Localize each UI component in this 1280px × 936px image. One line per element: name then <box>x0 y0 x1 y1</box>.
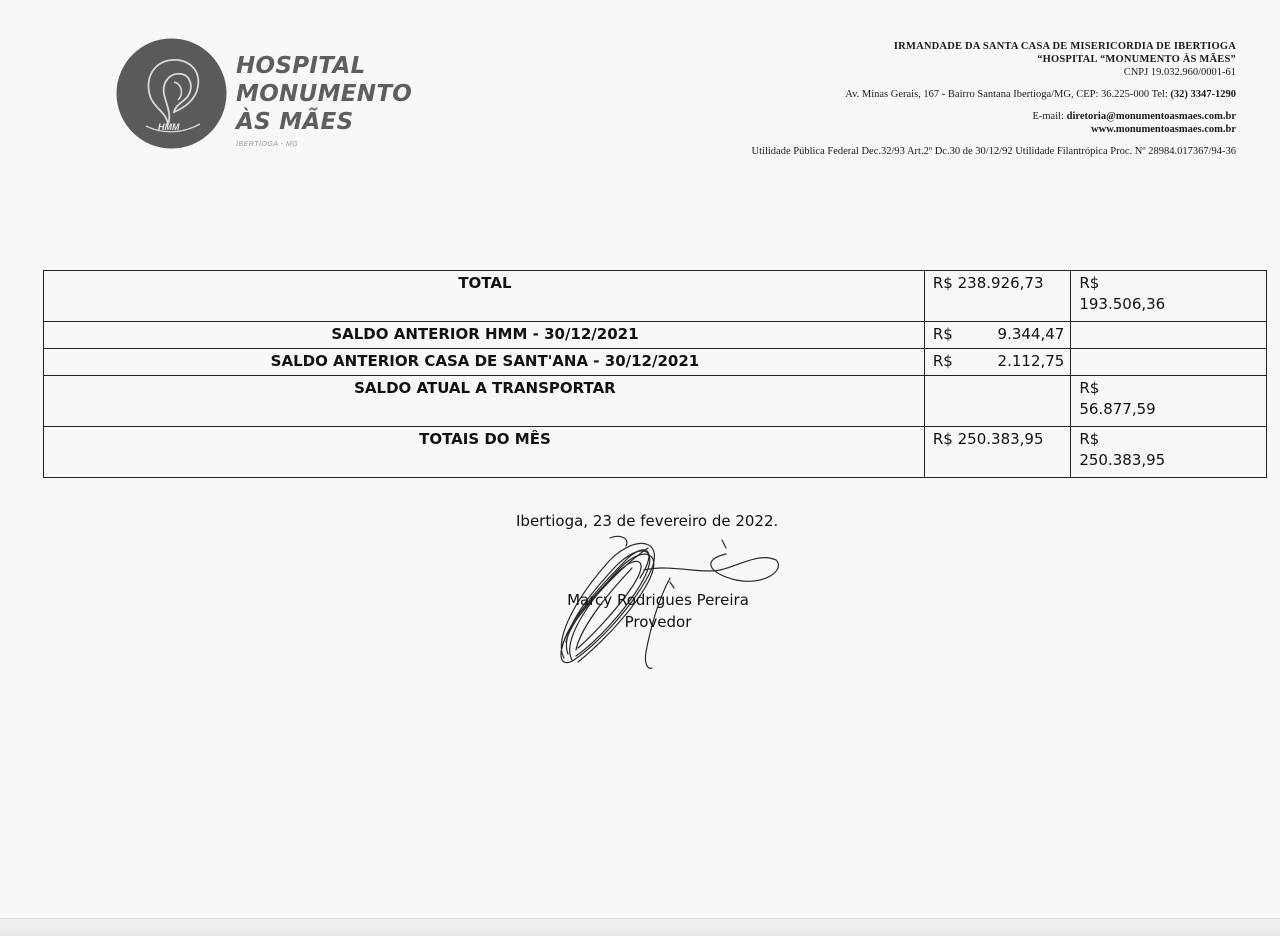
amount: 250.383,95 <box>1079 451 1166 469</box>
table-row <box>44 376 1267 427</box>
website: www.monumentoasmaes.com.br <box>1091 124 1236 135</box>
column2-cell <box>1071 376 1267 427</box>
table-row <box>44 349 1267 376</box>
column2-cell <box>1071 271 1267 322</box>
place-and-date: Ibertioga, 23 de fevereiro de 2022. <box>516 512 779 530</box>
column2-cell <box>1071 427 1267 478</box>
currency: R$ <box>1079 274 1100 292</box>
logo-line-monumento: MONUMENTO <box>236 81 413 107</box>
table-row <box>44 322 1267 349</box>
column1-cell <box>924 376 1070 427</box>
table-row <box>44 427 1267 478</box>
column1-cell <box>924 349 1070 376</box>
amount: 193.506,36 <box>1079 295 1166 313</box>
amount: 250.383,95 <box>957 430 1044 448</box>
row-label: SALDO ANTERIOR HMM - 30/12/2021 <box>44 322 925 349</box>
currency: R$ <box>932 274 953 292</box>
page-bottom-edge <box>0 918 1280 936</box>
currency: R$ <box>1079 379 1100 397</box>
logo-subtitle: IBERTIOGA - MG <box>236 141 299 148</box>
signer-block <box>556 589 760 633</box>
row-label: SALDO ANTERIOR CASA DE SANT'ANA - 30/12/2021 <box>44 349 925 376</box>
table-row <box>44 271 1267 322</box>
signer-title: Provedor <box>624 613 692 631</box>
currency: R$ <box>932 430 953 448</box>
cnpj: CNPJ 19.032.960/0001-61 <box>1123 67 1236 78</box>
hospital-logo-emblem <box>116 38 227 149</box>
amount: 56.877,59 <box>1079 400 1156 418</box>
column2-cell <box>1071 349 1267 376</box>
column1-cell <box>924 322 1070 349</box>
phone: (32) 3347-1290 <box>1170 89 1236 100</box>
amount: 9.344,47 <box>997 325 1065 343</box>
email-label: E-mail: <box>1032 111 1064 122</box>
signer-name: Marcy Rodrigues Pereira <box>567 591 749 609</box>
currency: R$ <box>932 325 953 343</box>
financial-summary-table <box>43 270 1267 478</box>
row-label: TOTAL <box>44 271 925 322</box>
logo-wordmark <box>236 52 412 136</box>
column1-cell <box>924 427 1070 478</box>
email: diretoria@monumentoasmaes.com.br <box>1066 111 1236 122</box>
logo-monogram: HMM <box>158 122 180 132</box>
column2-cell <box>1071 322 1267 349</box>
currency: R$ <box>1079 430 1100 448</box>
address: Av. Minas Gerais, 167 - Bairro Santana Ibertioga/MG, CEP: 36.225-000 Tel: <box>845 89 1168 100</box>
currency: R$ <box>932 352 953 370</box>
org-name: IRMANDADE DA SANTA CASA DE MISERICORDIA DE IBERTIOGA <box>893 41 1236 52</box>
address-line <box>616 88 1236 101</box>
row-label: SALDO ATUAL A TRANSPORTAR <box>44 376 925 427</box>
column1-cell <box>924 271 1070 322</box>
row-label: TOTAIS DO MÊS <box>44 427 925 478</box>
utility-statement: Utilidade Pública Federal Dec.32/93 Art.2º Dc.30 de 30/12/92 Utilidade Filantrópica Proc. Nº 28984.017367/94-36 <box>751 146 1236 157</box>
letterhead <box>616 40 1236 158</box>
amount: 2.112,75 <box>997 352 1065 370</box>
logo-line-hospital: HOSPITAL <box>236 53 366 79</box>
amount: 238.926,73 <box>957 274 1044 292</box>
logo-line-as-maes: ÀS MÃES <box>236 109 354 135</box>
email-line <box>616 110 1236 123</box>
hospital-name: “HOSPITAL “MONUMENTO ÀS MÃES” <box>1037 54 1236 65</box>
